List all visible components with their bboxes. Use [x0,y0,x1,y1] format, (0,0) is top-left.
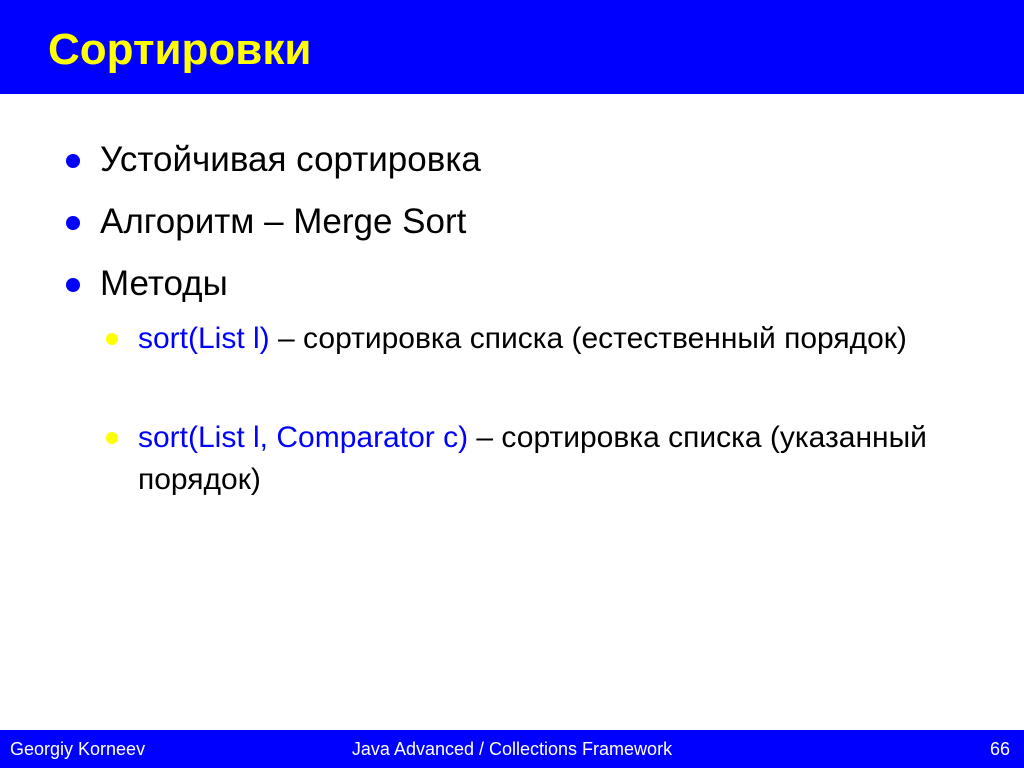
method-description: – сортировка списка (естественный порядок) [269,322,907,355]
bullet-icon [66,216,80,230]
sub-bullet-text [138,417,968,501]
bullet-item [0,200,1024,244]
method-description: – сортировка списка (указанный порядок) [138,421,927,496]
method-signature: sort(List l) [138,322,270,355]
course-name: Java Advanced / Collections Framework [351,739,673,759]
page-number: 66 [989,739,1010,759]
bullet-text: Устойчивая сортировка [100,140,481,179]
sub-bullet-icon [106,432,118,444]
method-signature: sort(List l, Comparator c) [138,421,469,454]
bullet-icon [66,278,80,292]
slide-title: Сортировки [48,25,312,74]
bullet-icon [66,154,80,168]
bullet-text: Алгоритм – Merge Sort [100,202,467,241]
sub-bullet-icon [106,333,118,345]
bullet-text: Методы [100,264,228,303]
bullet-item [0,138,1024,182]
sub-bullet-text [138,318,968,360]
slide-footer [0,730,1024,768]
bullet-item [0,262,1024,306]
author-name: Georgiy Korneev [10,739,146,759]
